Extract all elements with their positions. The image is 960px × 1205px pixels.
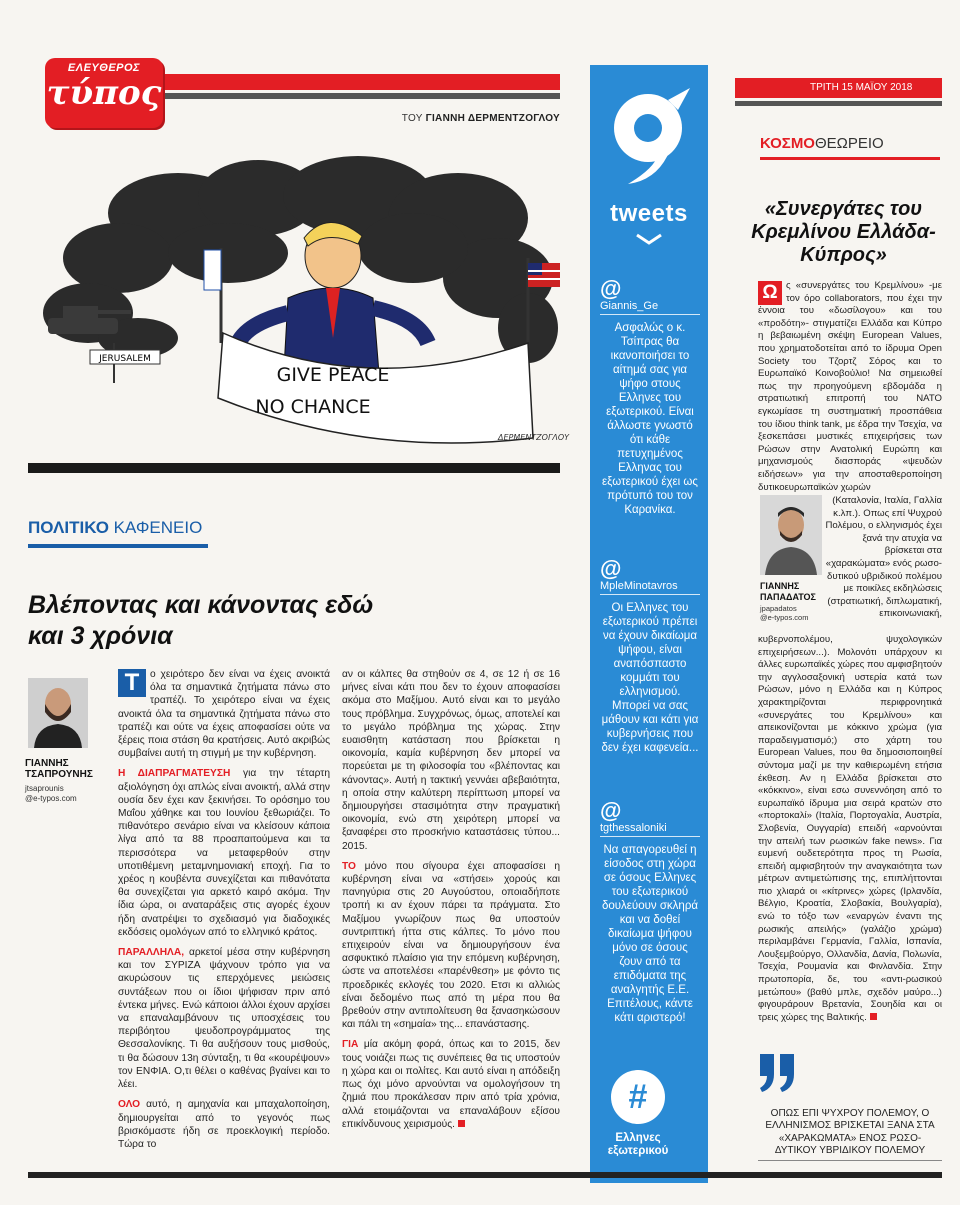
svg-text:GIVE PEACE: GIVE PEACE (276, 364, 390, 386)
newspaper-logo: ΕΛΕΥΘΕΡΟΣ τύπος (45, 58, 163, 128)
hashtag-icon: # (611, 1070, 665, 1124)
tweets-title: tweets (610, 200, 688, 227)
tweet-text: Να απαγορευθεί η είσοδος στη χώρα σε όσους Ελληνες του εξωτερικού δουλεύουν σκληρά και να δοθεί δικαίωμα ψήφου μόνο σε όσους ζουν από τα επιδόματα της αναλγητής Ε.Ε. Επιτέλους, κάντε κάτι αριστερό! (601, 844, 699, 1024)
tweet-item (600, 278, 700, 517)
end-mark-right (870, 1013, 877, 1020)
paragraph-parallila: ΠΑΡΑΛΛΗΛΑ, αρκετοί μέσα στην κυβέρνηση και τον ΣΥΡΙΖΑ ψάχνουν τρόπο για να ακυρώσουν τις επερχόμενες μειώσεις συντάξεων που οι ίδιοι ψήφισαν πριν από έντεκα μήνες. Ενώ κάποιοι άλλοι έχουν αρχίσει να επαναλαμβάνουν τις υποσχέσεις του περιβόητου ψευδοπρογράμματος της Θεσσαλονίκης. Τι θα αυξήσουν τους μισθούς, τι θα δώσουν 13η σύνταξη, τι θα «κουρέψουν» τον ΕΝΦΙΑ. Ο,τι θέλει ο καθένας βγαίνει και το λέει. (118, 947, 330, 1091)
paragraph-continued: αν οι κάλπες θα στηθούν σε 4, σε 12 ή σε 16 μήνες είναι κάτι που δεν το έχουν αποφασίσει ακόμα στο Μαξίμου. Αυτό είναι και το μεγάλο τους πρόβλημα. Συγχρόνως, όμως, αποτελεί και το μεγάλο πρόβλημα της χώρας. Στην ευαισθητη κατάσταση που βρίσκεται η οικονομία, καμία κυβέρνηση δεν μπορεί να πορεύεται με τη φιλοσοφία του «βλέποντας και κάνοντας». Αυτή η τακτική γεννάει αβεβαιότητα, η οποία στην καλύτερη περίπτωση μπορεί να δημιουργήσει στασιμότητα στην πραγματική οικονομία, ενώ στη χειρότερη μπορεί να ξαναφέρει στο προσκήνιο καταστάσεις τύπου... 2015. (342, 669, 560, 852)
paragraph-gia: ΓΙΑ μία ακόμη φορά, όπως και το 2015, δεν τους νοιάζει πως τις συνέπειες θα τις υποστούν η χώρα και οι πολίτες. Και αυτό είναι η απόδειξη πως όχι μόνο αρνούνται να ομολογήσουν τη ζημιά που προκάλεσαν πριν από τρία χρόνια, αλλά ετοιμάζονται να επαναλάβουν εξίσου επικίνδυνους χειρισμούς. (342, 1039, 560, 1130)
at-icon: @ (600, 798, 622, 823)
cartoon-signature: ΔΕΡΜΕΝΤΖΟΓΛΟΥ (498, 433, 570, 442)
paragraph-to: ΤΟ μόνο που σίγουρα έχει αποφασίσει η κυβέρνηση είναι να «στήσει» χορούς και πανηγύρια στις 20 Αυγούστου, οποιαδήποτε τροπή κι αν έχουν πάρει τα πράγματα. Στο Μαξίμου γνωρίζουν πως θα υποστούν συντριπτική ήττα στις κάλπες. Το μόνο που επιχειρούν είναι να δημιουργήσουν ένα ασφυκτικό πλαίσιο για την επόμενη κυβέρνηση, ώστε να αποτελέσει «παρένθεση» με φόντο τις προεδρικές εκλογές του 2020. Ετσι κι αλλιώς είναι δεδομένο πως από τη μέρα που θα βρεθούν στην αντιπολίτευση θα ξανασηκώσουν και πάλι τη «σημαία» της... επανάστασης. (342, 860, 560, 1031)
at-icon: @ (600, 276, 622, 301)
svg-text:NO CHANCE: NO CHANCE (255, 396, 371, 418)
tweet-text: Οι Ελληνες του εξωτερικού πρέπει να έχουν δικαίωμα ψήφου, είναι αναπόσπαστο κομμάτι του ελληνισμού. Μπορεί να σας μάθουν και κάτι για κυβερνήσεις που δεν έχει καφενεία... (601, 602, 699, 754)
left-article-column-1 (118, 668, 330, 1158)
dropcap: Τ (118, 669, 146, 697)
left-article-column-2 (342, 668, 560, 1138)
quote-icon (758, 1052, 798, 1094)
political-cartoon (28, 138, 570, 456)
svg-text:JERUSALEM: JERUSALEM (99, 354, 151, 364)
tweets-bird-icon (598, 80, 698, 190)
paragraph-olo: ΟΛΟ αυτό, η αμηχανία και μπαχαλοποίηση, δημιουργείται από το γεγονός πως βρισκόμαστε ήδη σε προεκλογική περίοδο. Τώρα το (118, 1099, 330, 1150)
quote-rule (758, 1160, 942, 1161)
end-mark (458, 1120, 465, 1127)
right-article-wrap-text: (Καταλονία, Ιταλία, Γαλλία κ.λπ.). Οπως επί Ψυχρού Πολέμου, ο ελληνισμός έχει ξανά την ατυχία να βρίσκεται στα «χαρακώματα» ενός ρωσο-δυτικού υβριδικού πολέμου με ποικίλες εκδηλώσεις (στρατιωτική, διπλωματική, επικοινωνιακή, (825, 495, 942, 620)
date-bar: ΤΡΙΤΗ 15 ΜΑΪΟΥ 2018 (735, 78, 942, 98)
left-headline: Βλέποντας και κάνοντας εδώ και 3 χρόνια (28, 591, 374, 650)
tweet-handle: MpleMinotavros (600, 580, 678, 592)
tweet-text: Ασφαλώς ο κ. Τσίπρας θα ικανοποιήσει το αίτημά σας για ψήφο στους Ελληνες του εξωτερικού. Είναι άλλωστε γνωστό ότι κάθε πετυχημένος Ελληνας του εξωτερικού έχει ως πρότυπό του τον Καρανίκα. (602, 322, 698, 516)
pull-quote: ΟΠΩΣ ΕΠΙ ΨΥΧΡΟΥ ΠΟΛΕΜΟΥ, Ο ΕΛΛΗΝΙΣΜΟΣ ΒΡΙΣΚΕΤΑΙ ΞΑΝΑ ΣΤΑ «ΧΑΡΑΚΩΜΑΤΑ» ΕΝΟΣ ΡΩΣΟ-ΔΥΤΙΚΟΥ ΥΒΡΙΔΙΚΟΥ ΠΟΛΕΜΟΥ (765, 1108, 935, 1157)
at-icon: @ (600, 556, 622, 581)
author-name-tsaprounis: ΓΙΑΝΝΗΣ ΤΣΑΠΡΟΥΝΗΣ (25, 758, 93, 780)
page-bottom-bar (28, 1172, 942, 1178)
section-title-kosmotheoreio: ΚΟΣΜΟΘΕΩΡΕΙΟ (760, 135, 884, 152)
tweet-item (600, 800, 700, 1025)
chevron-down-icon (634, 232, 664, 246)
hashtag-caption: Ελληνες εξωτερικού (607, 1132, 669, 1157)
israel-flag-pole (204, 248, 221, 343)
section-underline-right (760, 157, 940, 160)
cartoon-bottom-bar (28, 463, 560, 473)
masthead-red-bar (165, 74, 560, 90)
cartoon-byline: ΤΟΥ ΓΙΑΝΝΗ ΔΕΡΜΕΝΤΖΟΓΛΟΥ (401, 113, 560, 124)
author-contact-papadatos: jpapadatos @e-typos.com (760, 604, 809, 622)
dropcap-right: Ω (758, 281, 782, 305)
right-headline: «Συνεργάτες του Κρεμλίνου Ελλάδα-Κύπρος» (751, 198, 936, 266)
tweet-item (600, 558, 700, 755)
tweet-handle: Giannis_Ge (600, 300, 659, 312)
section-underline (28, 544, 208, 548)
author-photo-tsaprounis (28, 678, 88, 748)
right-gray-bar (735, 101, 942, 106)
masthead-gray-bar (165, 93, 560, 99)
right-article-intro: Ω ς «συνεργάτες του Κρεμλίνου» -με τον όρο collaborators, που έχει την έννοια του «δωσίλογου» και του «προδότη»- στιγματίζει Ελλάδα και Κύπρο η βεβαιωμένη σκέψη European Values, που χρηματοδοτείται από το ίδρυμα Open Society του Τζορτζ Σόρος και το Ευρωπαϊκό Κοινοβούλιο! Να σημειωθεί πως την προηγούμενη εβδομάδα η στρατιωτική επιτροπή του ΝΑΤΟ εγκωμίασε τη συστηματική προσπάθεια του ίδιου think tank, με έδρα την Τσεχία, να ξεσκεπάσει μυστικές επιχειρήσεις των Ρώσων στην Ανατολική Ευρώπη και μηχανισμούς διασποράς «ψευδών ειδήσεων» για την αποσταθεροποίηση δυτικοευρωπαϊκών χωρών (758, 280, 942, 493)
author-name-papadatos: ΓΙΑΝΝΗΣ ΠΑΠΑΔΑΤΟΣ (760, 581, 816, 602)
paragraph-diapragmateusi: Η ΔΙΑΠΡΑΓΜΑΤΕΥΣΗ για την τέταρτη αξιολόγηση όχι απλώς είναι ανοικτή, αλλά στην ουσία δεν έχει καν ξεκινήσει. Το ορόσημο του Μαΐου χάθηκε και του Ιουνίου ξεθωριάζει. Το πιθανότερο σενάριο είναι να κλείσουν κάποια λίγα από τα 88 προαπαιτούμενα και τα περισσότερα να μεταφερθούν στην υποτιθέμενη μεταμνημονιακή εποχή. Για το χρέος η κουβέντα συνεχίζεται και πιθανότατα θα συνεχίζεται για αρκετό καιρό ακόμα. Την ίδια ώρα, οι αναταράξεις στις αγορές έχουν ήδη ανατρέψει το σχεδιασμό για διαδοχικές εκδόσεις ομολόγων από το ελληνικό κράτος. (118, 768, 330, 938)
author-contact-tsaprounis: jtsaprounis @e-typos.com (25, 784, 77, 803)
section-title-politiko: ΠΟΛΙΤΙΚΟ ΚΑΦΕΝΕΙΟ (28, 518, 203, 537)
right-article-body: κυβερνοπολέμου, ψυχολογικών επιχειρήσεων...). Μολονότι υπάρχουν κι άλλες ευρωπαϊκές χώρες που αμφισβητούν την αγγλοσαξονική υστερία κατά των Ρώσων, μόνο η Ελλάδα και η Κύπρος χαρακτηρίζονται περιφρονητικά «συνεργάτες του Κρεμλίνου» και απεικονίζονται με κόκκινο χρώμα (για παραδειγματισμό;) στο χάρτη του European Values, που θα δημοσιοποιηθεί σύντομα μαζί με την καθιερωμένη ετήσια έκθεση. Αν η Ελλάδα βρίσκεται στο «κόκκινο», είναι εσω συνεννόηση από το ευρωπαϊκό ίδρυμα μια σειρά κρατών στο «πορτοκαλί» (Ιταλία, Πορτογαλία, Αυστρία, Σλοβενία, Ουγγαρία) επειδή «αρνούνται την απειλή των ρωσικών fake news». Για ευμενή ουδετερότητα προς τη Ρωσία, επειδή αμφισβητούν την αναγκαιότητα των μέτρων αντιμετώπισης της, επιπλήττονται πιο χλιαρά οι «κίτρινες» χώρες (Ιρλανδία, Βέλγιο, Κροατία, Σλοβακία, Βουλγαρία), ενώ το τόξο των «εναργών έναντι της ρωσικής απειλής» (γαλάζιο χρώμα) περιλαμβάνει Γερμανία, Γαλλία, Ισπανία, Λουξεμβούργο, Ολλανδία, Δανία, Πολωνία, Τσεχία, Ρουμανία και Φινλανδία. Στην πρωτοπορία, δε, του «αντι-ρωσικού μετώπου» (βαθύ μπλε, σχεδόν μαύρο...) φιγουράρουν Βρετανία, Σουηδία και οι τρεις χώρες της Βαλτικής. (758, 634, 942, 1023)
author-photo-papadatos (760, 495, 822, 575)
tweet-handle: tgthessaloniki (600, 822, 667, 834)
paragraph-intro: Τ ο χειρότερο δεν είναι να έχεις ανοικτά όλα τα σημαντικά ζητήματα πάνω στο τραπέζι. Το χειρότερο είναι να έχεις ανοικτά όλα τα σημαντικά ζητήματα πάνω στο τραπέζι και ούτε να έχεις αποφασίσει ούτε να ξέρεις ποια στάση θα κρατήσεις. Αυτό ακριβώς συμβαίνει αυτή τη στιγμή με την κυβέρνηση. (118, 669, 330, 760)
